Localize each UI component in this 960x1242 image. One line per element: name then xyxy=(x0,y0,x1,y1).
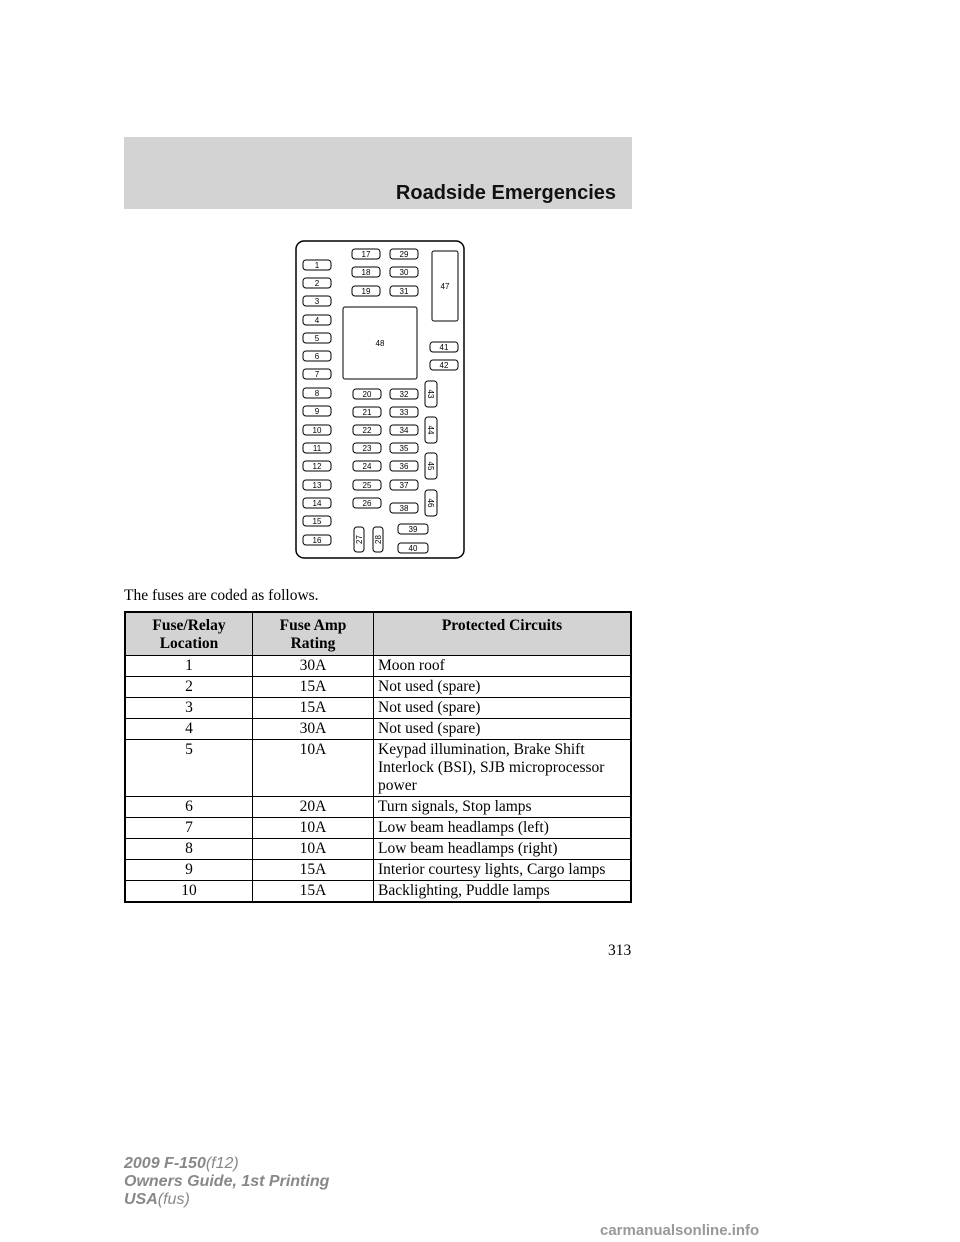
fuse-label: 43 xyxy=(426,389,435,399)
page-number: 313 xyxy=(608,942,632,959)
fuse-label: 16 xyxy=(312,536,322,545)
table-row xyxy=(125,698,631,719)
fuse-slot-44 xyxy=(425,417,437,443)
fuse-label: 17 xyxy=(361,250,371,259)
watermark: carmanualsonline.info xyxy=(600,1222,760,1239)
fuse-label: 3 xyxy=(314,297,320,306)
header-location: Fuse/Relay Location xyxy=(125,612,253,656)
fuse-slot-30 xyxy=(390,267,418,277)
fuse-label: 15 xyxy=(312,517,322,526)
fuse-label: 38 xyxy=(399,504,409,513)
fuse-label: 18 xyxy=(361,268,371,277)
fuse-slot-41 xyxy=(430,342,458,352)
fuse-slot-4 xyxy=(303,315,331,325)
footer-model-code: (f12) xyxy=(205,1155,239,1172)
fuse-label: 1 xyxy=(314,261,320,270)
cell-rating: 15A xyxy=(253,860,374,881)
cell-location: 7 xyxy=(125,818,253,839)
cell-rating: 15A xyxy=(253,677,374,698)
fuse-label: 12 xyxy=(312,462,322,471)
fuse-label: 39 xyxy=(408,525,418,534)
fuse-label: 41 xyxy=(439,343,449,352)
cell-location: 6 xyxy=(125,797,253,818)
cell-rating: 30A xyxy=(253,719,374,740)
fuse-label: 35 xyxy=(399,444,409,453)
fuse-slot-26 xyxy=(353,498,381,508)
fuse-slot-3 xyxy=(303,296,331,306)
header-circuits: Protected Circuits xyxy=(374,612,632,656)
cell-rating: 10A xyxy=(253,839,374,860)
fuse-slot-33 xyxy=(390,407,418,417)
fuse-label: 2 xyxy=(314,279,320,288)
fuse-slot-24 xyxy=(353,461,381,471)
fuse-label: 9 xyxy=(314,407,320,416)
fuse-label: 47 xyxy=(440,282,450,291)
fuse-slot-16 xyxy=(303,535,331,545)
table-row xyxy=(125,818,631,839)
fuse-label: 48 xyxy=(375,339,385,348)
fuse-label: 6 xyxy=(314,352,320,361)
fuse-label: 23 xyxy=(362,444,372,453)
fuse-label: 7 xyxy=(314,370,320,379)
fuse-label: 40 xyxy=(408,544,418,553)
header-rating: Fuse Amp Rating xyxy=(253,612,374,656)
fuse-label: 33 xyxy=(399,408,409,417)
fuse-label: 27 xyxy=(355,535,364,544)
footer-market: USA xyxy=(124,1191,158,1208)
cell-location: 2 xyxy=(125,677,253,698)
cell-circuits: Keypad illumination, Brake Shift Interlock (BSI), SJB microprocessor power xyxy=(374,740,632,797)
fuse-slot-5 xyxy=(303,333,331,343)
fuse-label: 14 xyxy=(312,499,322,508)
cell-circuits: Interior courtesy lights, Cargo lamps xyxy=(374,860,632,881)
cell-circuits: Moon roof xyxy=(374,656,632,677)
fuse-label: 44 xyxy=(426,425,435,435)
fuse-slot-1 xyxy=(303,260,331,270)
cell-location: 4 xyxy=(125,719,253,740)
cell-rating: 15A xyxy=(253,881,374,903)
cell-location: 10 xyxy=(125,881,253,903)
fuse-slot-32 xyxy=(390,389,418,399)
cell-circuits: Not used (spare) xyxy=(374,698,632,719)
fuse-slot-28 xyxy=(373,527,383,552)
fuse-slot-35 xyxy=(390,443,418,453)
cell-circuits: Low beam headlamps (left) xyxy=(374,818,632,839)
table-row xyxy=(125,797,631,818)
fuse-label: 36 xyxy=(399,462,409,471)
footer-printing: Owners Guide, 1st Printing xyxy=(124,1173,330,1190)
table-row xyxy=(125,740,631,797)
fuse-label: 20 xyxy=(362,390,372,399)
fuse-label: 4 xyxy=(314,316,320,325)
fuse-slot-18 xyxy=(352,267,380,277)
table-row xyxy=(125,677,631,698)
fuse-slot-43 xyxy=(425,381,437,407)
cell-rating: 30A xyxy=(253,656,374,677)
fuse-slot-46 xyxy=(425,490,437,516)
print-footer xyxy=(124,1155,329,1209)
fuse-label: 45 xyxy=(426,461,435,471)
fuse-label: 10 xyxy=(312,426,322,435)
fuse-label: 24 xyxy=(362,462,372,471)
fuse-label: 34 xyxy=(399,426,409,435)
fuse-label: 28 xyxy=(374,535,383,544)
fuse-slot-11 xyxy=(303,443,331,453)
table-row xyxy=(125,839,631,860)
fuse-slot-12 xyxy=(303,461,331,471)
cell-location: 1 xyxy=(125,656,253,677)
fuse-slot-31 xyxy=(390,286,418,296)
fuse-label: 22 xyxy=(362,426,372,435)
fuse-slot-29 xyxy=(390,249,418,259)
table-row xyxy=(125,656,631,677)
fuse-slot-39 xyxy=(398,524,428,534)
fuse-slot-8 xyxy=(303,388,331,398)
fuse-slot-10 xyxy=(303,425,331,435)
fuse-slot-22 xyxy=(353,425,381,435)
fuse-slot-9 xyxy=(303,406,331,416)
fuse-label: 8 xyxy=(314,389,320,398)
fuse-slot-19 xyxy=(352,286,380,296)
cell-location: 5 xyxy=(125,740,253,797)
cell-location: 9 xyxy=(125,860,253,881)
fuse-slot-48 xyxy=(343,307,417,379)
cell-location: 3 xyxy=(125,698,253,719)
fuse-slot-45 xyxy=(425,453,437,479)
cell-rating: 10A xyxy=(253,740,374,797)
fuse-slot-14 xyxy=(303,498,331,508)
cell-location: 8 xyxy=(125,839,253,860)
fuse-label: 30 xyxy=(399,268,409,277)
fuse-label: 21 xyxy=(362,408,372,417)
fuse-panel-diagram xyxy=(0,0,960,570)
fuse-table xyxy=(124,611,632,903)
fuse-label: 31 xyxy=(399,287,409,296)
fuse-slot-13 xyxy=(303,480,331,490)
table-row xyxy=(125,719,631,740)
fuse-label: 46 xyxy=(426,498,435,508)
fuse-slot-42 xyxy=(430,360,458,370)
fuse-slot-37 xyxy=(390,480,418,490)
intro-text: The fuses are coded as follows. xyxy=(124,587,319,604)
fuse-label: 26 xyxy=(362,499,372,508)
cell-circuits: Not used (spare) xyxy=(374,677,632,698)
cell-rating: 15A xyxy=(253,698,374,719)
fuse-slot-34 xyxy=(390,425,418,435)
fuse-label: 25 xyxy=(362,481,372,490)
fuse-slot-7 xyxy=(303,369,331,379)
cell-rating: 20A xyxy=(253,797,374,818)
fuse-label: 11 xyxy=(312,444,322,453)
fuse-slot-21 xyxy=(353,407,381,417)
fuse-slot-27 xyxy=(354,527,364,552)
fuse-slot-47 xyxy=(432,251,458,321)
fuse-label: 5 xyxy=(314,334,320,343)
fuse-label: 13 xyxy=(312,481,322,490)
fuse-slot-38 xyxy=(390,503,418,513)
section-title: Roadside Emergencies xyxy=(395,182,616,204)
fuse-slot-6 xyxy=(303,351,331,361)
fuse-label: 19 xyxy=(361,287,371,296)
cell-rating: 10A xyxy=(253,818,374,839)
table-row xyxy=(125,860,631,881)
footer-market-code: (fus) xyxy=(157,1191,190,1208)
fuse-slot-15 xyxy=(303,516,331,526)
cell-circuits: Turn signals, Stop lamps xyxy=(374,797,632,818)
footer-model: 2009 F-150 xyxy=(124,1155,206,1172)
fuse-slot-40 xyxy=(398,543,428,553)
fuse-slot-2 xyxy=(303,278,331,288)
fuse-label: 29 xyxy=(399,250,409,259)
fuse-label: 42 xyxy=(439,361,449,370)
fuse-slot-25 xyxy=(353,480,381,490)
fuse-slot-17 xyxy=(352,249,380,259)
fuse-slot-23 xyxy=(353,443,381,453)
fuse-label: 32 xyxy=(399,390,409,399)
table-row xyxy=(125,881,631,903)
table-header-row xyxy=(125,612,631,656)
fuse-label: 37 xyxy=(399,481,409,490)
cell-circuits: Backlighting, Puddle lamps xyxy=(374,881,632,903)
fuse-slot-20 xyxy=(353,389,381,399)
cell-circuits: Not used (spare) xyxy=(374,719,632,740)
cell-circuits: Low beam headlamps (right) xyxy=(374,839,632,860)
fuse-slot-36 xyxy=(390,461,418,471)
